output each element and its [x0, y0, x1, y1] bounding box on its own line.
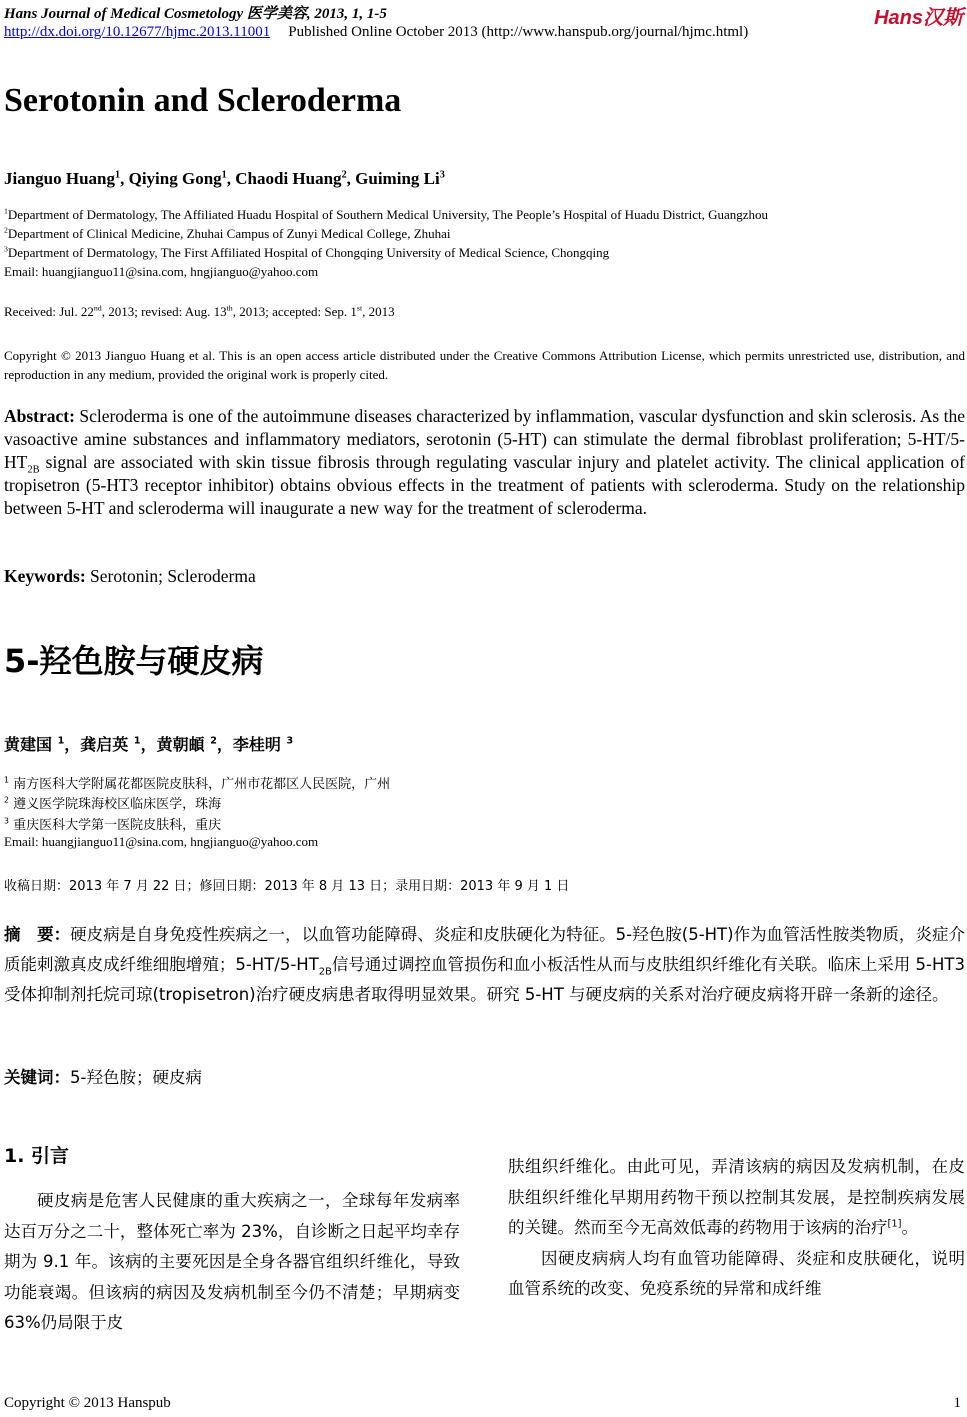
- journal-citation: Hans Journal of Medical Cosmetology 医学美容, 2013, 1, 1-5: [4, 6, 387, 22]
- copyright-notice: Copyright © 2013 Jianguo Huang et al. This is an open access article distributed under the Creative Commons Attribution License, which permits unrestricted use, distribution, and reproduction in any medium, provided the original work is properly cited.: [4, 348, 965, 382]
- keywords-en: Keywords: Serotonin; Scleroderma: [4, 566, 256, 586]
- affiliation-cn-1: $^1$ 南方医科大学附属花都医院皮肤科，广州市花都区人民医院，广州: [4, 775, 391, 792]
- abstract-en: Abstract: Scleroderma is one of the autoimmune diseases characterized by inflammation, vascular dysfunction and skin sclerosis. As the vasoactive amine substances and inflammatory mediators, serotonin (5-HT) can stimulate the dermal fibroblast proliferation; $5-HT/5-HT_{2B}$ signal are associated with skin tissue fibrosis through regulating vascular injury and platelet activity. The clinical application of tropisetron (5-HT3 receptor inhibitor) obtains obvious effects in the treatment of patients with scleroderma. Study on the relationship between 5-HT and scleroderma will inaugurate a new way for the treatment of scleroderma.: [4, 406, 965, 518]
- authors-cn: 黄建国 $^1$，龚启英 $^1$，黄朝頔 $^2$，李桂明 $^3$: [4, 735, 294, 754]
- author: Jianguo Huang: [4, 169, 116, 188]
- affiliation-en-2: $^2$Department of Clinical Medicine, Zhuhai Campus of Zunyi Medical College, Zhuhai: [4, 225, 451, 241]
- affiliation-en-1: $^1$Department of Dermatology, The Affiliated Huadu Hospital of Southern Medical University, The People’s Hospital of Huadu District, Guangzhou: [4, 206, 769, 222]
- received-dates-cn: 收稿日期：2013 年 7 月 22 日；修回日期：2013 年 8 月 13 日；录用日期：2013 年 9 月 1 日: [4, 879, 570, 894]
- section-heading-intro: 1. 引言: [4, 1145, 70, 1167]
- doi-link[interactable]: http://dx.doi.org/10.12677/hjmc.2013.11001: [4, 24, 271, 40]
- keywords-cn: 关键词：5-羟色胺；硬皮病: [4, 1068, 202, 1087]
- abstract-label: Abstract:: [4, 406, 75, 426]
- paragraph: 肤组织纤维化。由此可见，弄清该病的病因及发病机制，在皮肤组织纤维化早期用药物干预以控制其发展，是控制疾病发展的关键。然而至今无高效低毒的药物用于该病的治疗[1]。: [508, 1157, 965, 1237]
- header-line-2: [4, 24, 748, 41]
- paragraph: 硬皮病是危害人民健康的重大疾病之一，全球每年发病率达百万分之二十，整体死亡率为 23%，自诊断之日起平均幸存期为 9.1 年。该病的主要死因是全身各器官组织纤维化，导致功能衰竭。但该病的病因及发病机制至今仍不清楚；早期病变 63%仍局限于皮: [4, 1191, 460, 1332]
- email-cn: Email: huangjianguo11@sina.com, hngjianguo@yahoo.com: [4, 834, 319, 849]
- affiliation-cn-2: $^2$ 遵义医学院珠海校区临床医学，珠海: [4, 795, 222, 812]
- paper-title-cn: 5-羟色胺与硬皮病: [4, 642, 264, 680]
- author: Guiming Li: [355, 169, 440, 188]
- author: Chaodi Huang: [235, 169, 342, 188]
- paragraph: 因硬皮病病人均有血管功能障碍、炎症和皮肤硬化，说明血管系统的改变、免疫系统的异常和成纤维: [508, 1248, 965, 1298]
- authors-en: Jianguo Huang$^1$, Qiying Gong$^1$, Chaodi Huang$^2$, Guiming Li$^3$: [4, 169, 445, 188]
- page-number: 1: [953, 1395, 961, 1411]
- email-en: Email: huangjianguo11@sina.com, hngjianguo@yahoo.com: [4, 264, 319, 279]
- body-column-right: [508, 1152, 965, 1305]
- footer-copyright: Copyright © 2013 Hanspub: [4, 1395, 171, 1411]
- hans-logo: Hans汉斯: [874, 7, 963, 29]
- author: Qiying Gong: [128, 169, 222, 188]
- paper-title-en: Serotonin and Scleroderma: [4, 82, 402, 119]
- body-column-left: [4, 1186, 460, 1339]
- abstract-cn: 摘 要：硬皮病是自身免疫性疾病之一，以血管功能障碍、炎症和皮肤硬化为特征。5-羟色胺(5-HT)作为血管活性胺类物质，炎症介质能刺激真皮成纤维细胞增殖；$5-HT/5-HT_{2B}$信号通过调控血管损伤和血小板活性从而与皮肤组织纤维化有关联。临床上采用 5-HT3 受体抑制剂托烷司琼(tropisetron)治疗硬皮病患者取得明显效果。研究 5-HT 与硬皮病的关系对治疗硬皮病将开辟一条新的途径。: [4, 925, 966, 1004]
- affiliation-cn-3: $^3$ 重庆医科大学第一医院皮肤科，重庆: [4, 816, 222, 833]
- published-online: Published Online October 2013 (http://www.hanspub.org/journal/hjmc.html): [288, 24, 749, 40]
- received-dates-en: Received: Jul. 22nd, 2013; revised: Aug. 13th, 2013; accepted: Sep. 1st, 2013: [4, 303, 395, 319]
- citation-ref[interactable]: [1]: [887, 1218, 902, 1230]
- affiliation-en-3: $^3$Department of Dermatology, The First Affiliated Hospital of Chongqing University of Medical Science, Chongqing: [4, 244, 610, 260]
